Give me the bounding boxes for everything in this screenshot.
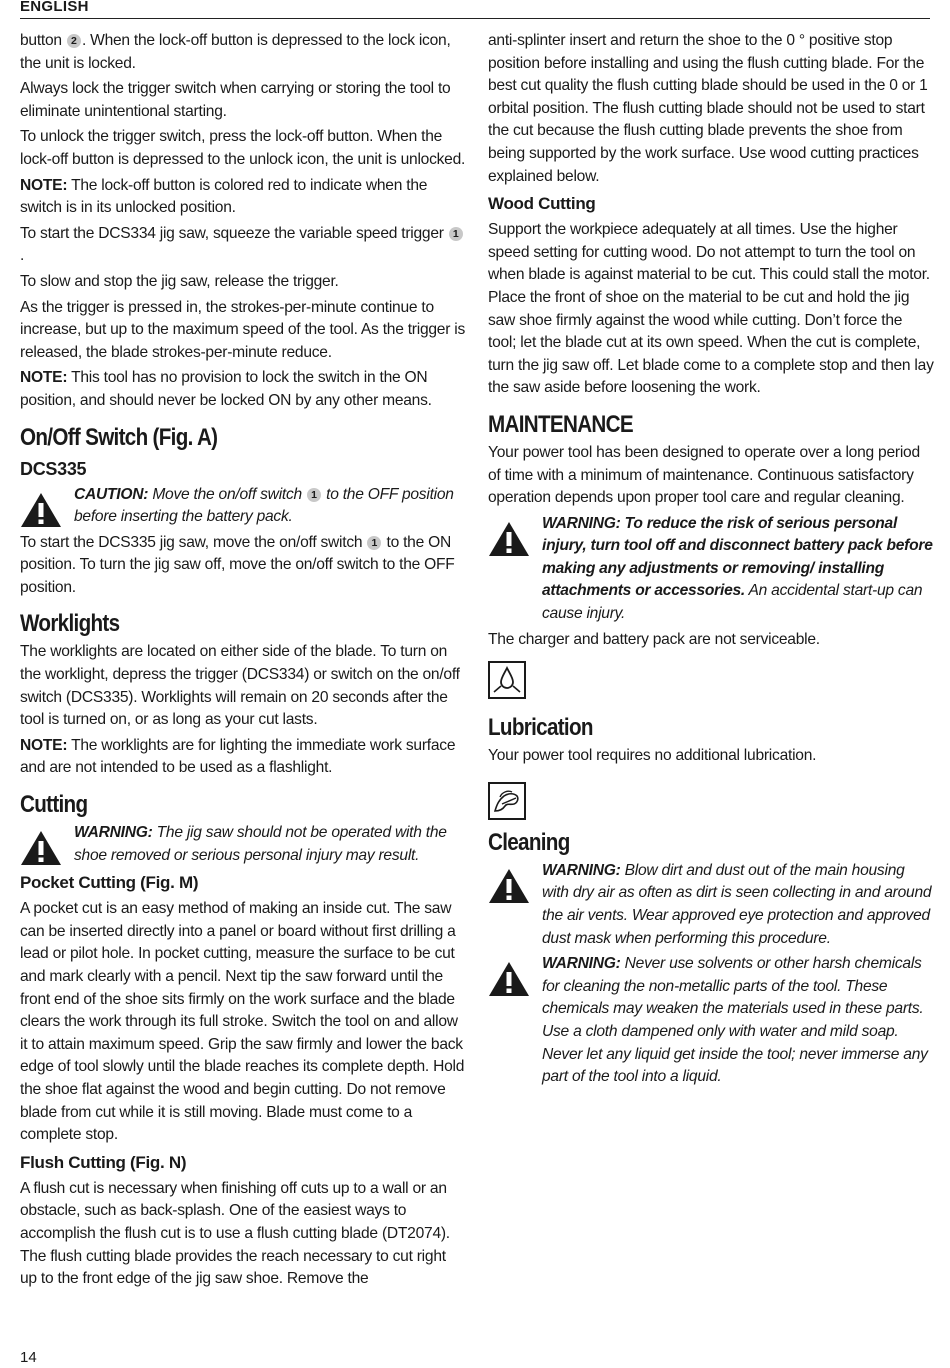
section-heading: MAINTENANCE [488,410,633,438]
language-label: ENGLISH [20,0,89,15]
warning-triangle-icon [488,521,530,557]
section-heading: Worklights [20,610,120,638]
paragraph: Your power tool has been designed to operate over a long period of time with a minimum of maintenance. Continuous satisfactory operation depends upon proper tool care and regular cleaning. [488,443,920,507]
paragraph: The worklights are located on either side of the blade. To turn on the worklight, depress the trigger (DCS334) or switch on the on/off switch (DCS335). Worklights will remain on 20 seconds after the tool is turned on, or as long as your cut lasts. [20,643,460,729]
paragraph: To start the DCS335 jig saw, move the on/off switch 1 to the ON position. To turn the jig saw off, move the on/off switch to the OFF position. [20,533,455,596]
warning-block: WARNING: Blow dirt and dust out of the main housing with dry air as often as dirt is seen collecting in and around the air vents. Wear approved eye protection and approved dust mask when performing this procedure. [488,860,934,950]
note: NOTE: The worklights are for lighting the immediate work surface and are not intended to be used as a flashlight. [20,736,456,777]
caution-block: CAUTION: Move the on/off switch 1 to the OFF position before inserting the battery pack. [20,484,466,529]
subsection-heading: Pocket Cutting (Fig. M) [20,873,199,893]
callout-number: 1 [449,227,463,241]
right-column [488,30,934,1092]
subsection-heading: DCS335 [20,458,87,479]
section-heading: Lubrication [488,714,593,742]
note: NOTE: This tool has no provision to lock the switch in the ON position, and should never be locked ON by any other means. [20,369,432,409]
callout-number: 1 [307,488,321,502]
warning-block: WARNING: To reduce the risk of serious personal injury, turn tool off and disconnect battery pack before making any adjustments or removing/ installing attachments or accessories. An accidental start-up can cause injury. [488,513,934,626]
warning-block: WARNING: The jig saw should not be operated with the shoe removed or serious personal injury may result. [20,822,466,867]
warning-triangle-icon [488,961,530,997]
header-rule [20,18,930,19]
paragraph: As the trigger is pressed in, the strokes-per-minute continue to increase, but up to the maximum speed of the tool. As the trigger is released, the blade strokes-per-minute reduce. [20,298,465,361]
cleaning-hand-icon [488,782,526,820]
left-column [20,30,466,1294]
paragraph: A flush cut is necessary when finishing off cuts up to a wall or an obstacle, such as back-splash. One of the easiest ways to accomplish the flush cut is to use a flush cutting blade (DT2074). The flush cutting blade provides the reach necessary to cut right up to the front edge of the jig saw shoe. Remove the [20,1179,450,1288]
paragraph: button 2 . When the lock-off button is depressed to the lock icon, the unit is locked. [20,32,451,72]
section-heading: Cleaning [488,828,570,856]
paragraph: To unlock the trigger switch, press the lock-off button. When the lock-off button is depressed to the unlock icon, the unit is unlocked. [20,128,466,168]
page-number: 14 [20,1349,37,1366]
paragraph: Your power tool requires no additional lubrication. [488,747,817,765]
paragraph: Always lock the trigger switch when carrying or storing the tool to eliminate unintentional starting. [20,80,451,120]
section-heading: On/Off Switch (Fig. A) [20,423,218,451]
paragraph: Support the workpiece adequately at all times. Use the higher speed setting for cutting wood. Do not attempt to turn the tool on when blade is against material to be cut. This could stall the motor. Place the front of shoe on the material to be cut and hold the jig saw shoe firmly against the wood while cutting. Don’t force the tool; let the blade cut at its own speed. When the cut is complete, turn the jig saw off. Let blade come to a complete stop and then lay the saw aside before loosening the work. [488,221,934,397]
subsection-heading: Flush Cutting (Fig. N) [20,1152,187,1172]
warning-block: WARNING: Never use solvents or other harsh chemicals for cleaning the non-metallic parts of the tool. These chemicals may weaken the materials used in these parts. Use a cloth dampened only with water and mild soap. Never let any liquid get inside the tool; never immerse any part of the tool into a liquid. [488,953,934,1089]
paragraph: To start the DCS334 jig saw, squeeze the variable speed trigger 1. [20,223,466,268]
warning-triangle-icon [20,492,62,528]
paragraph: A pocket cut is an easy method of making an inside cut. The saw can be inserted directly into a panel or board without first drilling a lead or pilot hole. In pocket cutting, measure the surface to be cut and mark clearly with a pencil. Next tip the saw forward until the front end of the shoe sits firmly on the work surface and the blade clears the work through its full stroke. Switch the tool on and allow it to attain maximum speed. Grip the saw firmly and lower the back edge of tool slowly until the blade reaches its complete depth. Hold the shoe flat against the wood and begin cutting. Do not remove blade from cut while it is still moving. Blade must come to a complete stop. [20,900,465,1144]
note: NOTE: The lock-off button is colored red to indicate when the switch is in its unlocked position. [20,176,428,217]
oil-drop-icon [488,661,526,699]
callout-number: 2 [67,34,81,48]
paragraph: To slow and stop the jig saw, release the trigger. [20,272,339,290]
paragraph: anti-splinter insert and return the shoe to the 0 ° positive stop position before installing and using the flush cutting blade. For the best cut quality the flush cutting blade should be used in the 0 or 1 orbital position. The flush cutting blade should not be used to start the cut because the flush cutting blade prevents the shoe from being supported by the work surface. Use wood cutting practices explained below. [488,32,928,185]
section-heading: Cutting [20,791,88,819]
warning-triangle-icon [20,830,62,866]
paragraph: The charger and battery pack are not serviceable. [488,630,820,648]
warning-triangle-icon [488,868,530,904]
subsection-heading: Wood Cutting [488,194,596,214]
callout-number: 1 [367,536,381,550]
